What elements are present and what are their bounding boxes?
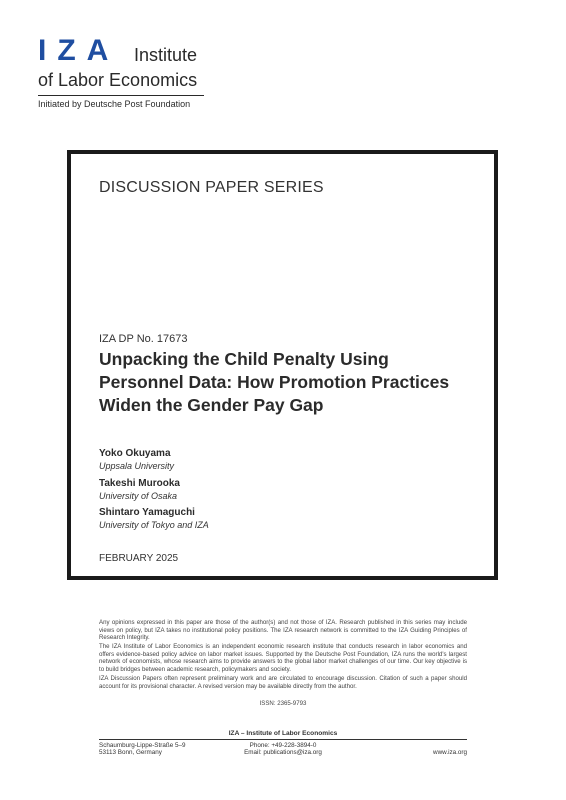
logo-foundation-text: Initiated by Deutsche Post Foundation [38,99,191,109]
logo-labor-economics-text: of Labor Economics [38,70,198,90]
iza-logo-mark: IZA [38,34,120,67]
footer-address-line: 53113 Bonn, Germany [99,749,162,756]
author-name: Shintaro Yamaguchi [99,507,195,518]
paper-title-line: Widen the Gender Pay Gap [99,395,324,415]
footer-address-line: Schaumburg-Lippe-Straße 5–9 [99,742,186,749]
logo-divider [38,95,204,96]
footer-phone: Phone: +49-228-3894-0 [249,742,317,749]
disclaimer-paragraph: Any opinions expressed in this paper are those of the author(s) and not those of IZA. Research published in this series may include views on policy, but IZA takes no institutional policy positions. The IZA research network is committed to the IZA Guiding Principles of Research Integrity. [99,619,467,641]
author-name: Yoko Okuyama [99,448,171,459]
issn: ISSN: 2365-9793 [259,700,307,707]
author-name: Takeshi Murooka [99,478,180,489]
author-affiliation: Uppsala University [99,461,175,471]
footer-website-link[interactable]: www.iza.org [433,749,467,756]
disclaimer-paragraph: IZA Discussion Papers often represent preliminary work and are circulated to encourage discussion. Citation of such a paper should account for its provisional character. A revised version may be available directly from the author. [99,675,467,690]
footer-email-link[interactable]: Email: publications@iza.org [244,749,322,756]
dp-number: IZA DP No. 17673 [99,333,188,345]
footer-divider [99,739,467,740]
author-affiliation: University of Osaka [99,491,178,501]
series-heading: DISCUSSION PAPER SERIES [99,179,324,196]
author-affiliation: University of Tokyo and IZA [99,520,209,530]
disclaimer-paragraph: The IZA Institute of Labor Economics is an independent economic research institute that conducts research in labor economics and offers evidence-based policy advice on labor market issues. Supported by the Deutsche Post Foundation, IZA runs the world's largest network of economists, whose research aims to provide answers to the global labor market challenges of our time. Our key objective is to build bridges between academic research, policymakers and society. [99,643,467,673]
paper-title-line: Unpacking the Child Penalty Using [99,349,389,369]
footer-title: IZA – Institute of Labor Economics [228,730,338,737]
publication-date: FEBRUARY 2025 [99,553,179,564]
logo-institute-text: Institute [134,45,198,65]
paper-title [99,348,479,417]
paper-title-line: Personnel Data: How Promotion Practices [99,372,450,392]
